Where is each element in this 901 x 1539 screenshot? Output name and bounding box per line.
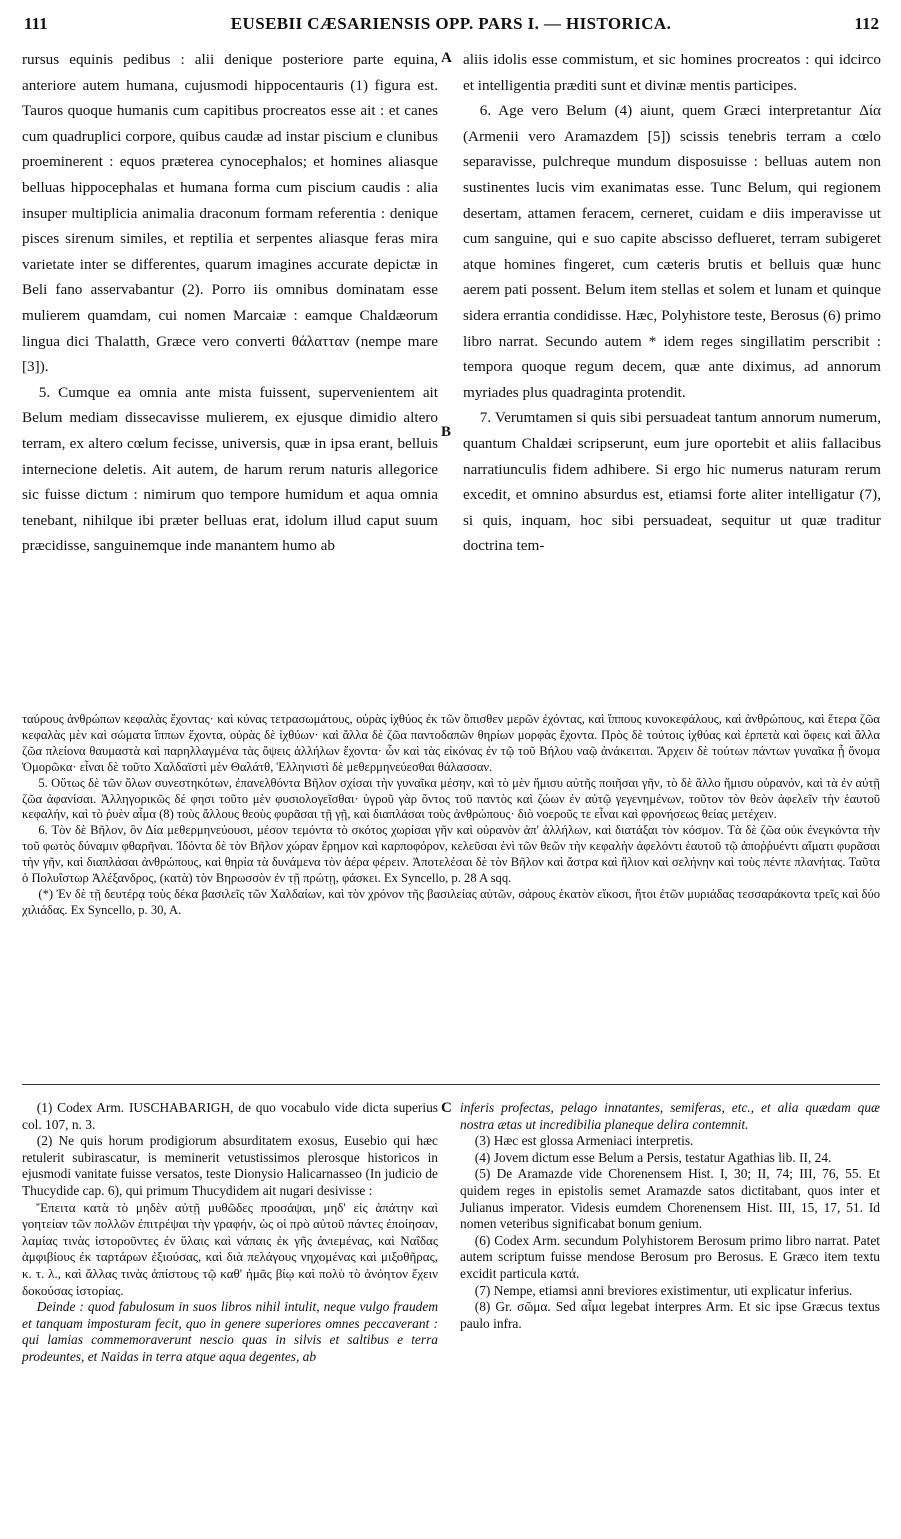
latin-paragraph: 5. Cumque ea omnia ante mista fuissent, supervenientem ait Belum mediam dissecavisse mulierem, ex ejusque dimidio altero terram, ex altero cœlum fecisse, universis, quæ in ipsa erant, belluis internecione deletis. Ait autem, de harum rerum naturis allegorice sic fuisse dictum : nimirum quo tempore humidum et aqua omnia tenebant, nihilque ibi præter belluas erat, idolum illud caput suum præcidisse, sanguinemque inde manantem humo ab <box>22 383 438 555</box>
page-number-right: 112 <box>854 14 879 33</box>
greek-text-block <box>22 712 880 919</box>
running-title: EUSEBII CÆSARIENSIS OPP. PARS I. — HISTORICA. <box>230 14 672 33</box>
footnotes-right <box>460 1100 880 1332</box>
footnotes-left <box>22 1100 438 1366</box>
latin-column-left <box>22 47 438 559</box>
footnote-divider <box>22 1084 880 1085</box>
footnote-greek-quote: Ἔπειτα κατὰ τὸ μηδὲν αὐτῇ μυθῶδες προσάψαι, μηδ' εἰς ἀπάτην καὶ γοητείαν τῶν πολλῶν ἐπιτρέψαι τὴν γραφήν, ὡς οἱ πρὸ αὐτοῦ πάντες ἐποίησαν, λαμίας τινὰς ἱστοροῦντες ἐν ὕλαις καὶ νάπαις ἐκ γῆς ἀνιεμένας, καὶ Ναΐδας ἀμφιβίους ἐκ ταρτάρων ἐξιούσας, καὶ διὰ πελάγους νηχομένας καὶ μιξοθῆρας, κ. τ. λ., καὶ ἄλλας τινὰς ἀπίστους τῷ καθ' ἡμᾶς βίῳ καὶ πολὺ τὸ ἀνόητον ἔχειν δοκούσας ἱστορίας. <box>22 1199 438 1298</box>
greek-paragraph: 6. Τὸν δὲ Βῆλον, ὃν Δία μεθερμηνεύουσι, μέσον τεμόντα τὸ σκότος χωρίσαι γῆν καὶ οὐρανὸν ἀπ' ἀλλήλων, καὶ διατάξαι τὸν κόσμον. Τὰ δὲ ζῶα οὐκ ἐνεγκόντα τὴν τοῦ φωτὸς δύναμιν φθαρῆναι. Ἰδόντα δὲ τὸν Βῆλον χώραν ἔρημον καὶ καρποφόρον, κελεῦσαι ἑνὶ τῶν θεῶν τὴν κεφαλὴν ἀφελόντι ἑαυτοῦ τῷ ἀποῤῥυέντι αἵματι φυρᾶσαι τὴν γῆν, καὶ διαπλάσαι ἀνθρώπους, καὶ θηρία τὰ δυνάμενα τὸν ἀέρα φέρειν. Ἀποτελέσαι δὲ τὸν Βῆλον καὶ ἄστρα καὶ ἥλιον καὶ σελήνην καὶ τοὺς πέντε πλανήτας. Ταῦτα ὁ Πολυΐστωρ Ἀλέξανδρος, (κατὰ) τὸν Βηρωσσὸν ἐν τῇ πρώτῃ, φάσκει. Ex Syncello, p. 28 A sqq. <box>22 823 880 886</box>
latin-paragraph: rursus equinis pedibus : alii denique posteriore parte equina, anteriore autem humana, cujusmodi hippocentauris (1) figura est. Tauros quoque humanis cum capitibus procreatos esse ait : et canes cum quadruplici corpore, quibus caudæ ad instar piscium e clunibus proeminerent : equos præterea cynocephalos; et homines aliasque belluas hippocephalas et humana forma cum piscium caudis : alia insuper multiplicia animalia draconum formam referentia : denique pisces sirenum similes, et reptilia et serpentes aliasque feras mira varietate inter se differentes, quarum imagines accurate depictæ in Beli fano asservabantur (2). Porro iis omnibus dominatam esse mulierem quamdam, cui nomen Marcaiæ : eamque Chaldæorum lingua dici Thalatth, Græce vero converti θάλατταν (nempe mare [3]). <box>22 51 438 376</box>
footnote: (1) Codex Arm. IUSCHABARIGH, de quo vocabulo vide dicta superius col. 107, n. 3. <box>22 1100 438 1132</box>
latin-paragraph: 7. Verumtamen si quis sibi persuadeat tantum annorum numerum, quantum Chaldæi scripserunt, eum jure oportebit et aliis fallacibus narratiunculis fidem adhibere. Si ergo hic numerus naturam rerum excedit, et omnino absurdus est, etiamsi forte aliter intelligatur (7), si quis, inquam, hoc sibi persuadeat, sequitur ut quæ traditur doctrina tem- <box>463 409 881 555</box>
greek-paragraph: 5. Οὕτως δὲ τῶν ὅλων συνεστηκότων, ἐπανελθόντα Βῆλον σχίσαι τὴν γυναῖκα μέσην, καὶ τὸ μὲν ἥμισυ αὐτῆς ποιῆσαι γῆν, τὸ δὲ ἄλλο ἥμισυ οὐρανόν, καὶ τὰ ἐν αὐτῇ ζῶα ἀφανίσαι. Ἀλληγορικῶς δέ φησι τοῦτο μὲν φυσιολογεῖσθαι· ὑγροῦ γὰρ ὄντος τοῦ παντὸς καὶ ζώων ἐν αὐτῷ γεγενημένων, τοῦτον τὸν θεὸν ἀφελεῖν τὴν ἑαυτοῦ κεφαλήν, καὶ τὸ ῥυὲν αἷμα (8) τοὺς ἄλλους θεοὺς φυρᾶσαι τῇ γῇ, καὶ διαπλάσαι τοὺς ἀνθρώπους· διὸ νοεροῦς τε εἶναι καὶ φρονήσεως θείας μετέχειν. <box>22 775 880 822</box>
latin-paragraph: 6. Age vero Belum (4) aiunt, quem Græci interpretantur Δία (Armenii vero Aramazdem [5]) scissis tenebris terram a cœlo separavisse, pulchreque mundum disposuisse : belluas autem non sustinentes lucis vim exanimatas esse. Tunc Belum, qui regionem desertam, attamen feracem, cerneret, cuidam e diis imperavisse ut cum sanguine, qui e suo capite abscisso deflueret, terram subigeret atque homines fingeret, cum cæteris brutis et belluis quæ hunc aerem pati possent. Belum item stellas et solem et lunam et quinque sidera errantia condidisse. Hæc, Polyhistore teste, Berosus (6) primo libro narrat. Secundo autem * idem reges singillatim perscribit : tempora quoque regum decem, quæ ante diximus, ad annorum myriades plus quadraginta protendit. <box>463 102 881 401</box>
latin-paragraph: aliis idolis esse commistum, et sic homines procreatos : qui idcirco et intelligentia præditi sunt et divinæ mentis participes. <box>463 51 881 94</box>
footnote: Deinde : quod fabulosum in suos libros nihil intulit, neque vulgo fraudem et tanquam imposturam fecit, quo in genere superiores omnes peccaverant : qui lamias commemoraverunt nescio quas in silvis et saltibus e terra prodeuntes, et Naidas in terra atque aqua degentes, ab <box>22 1299 438 1364</box>
footnote: (4) Jovem dictum esse Belum a Persis, testatur Agathias lib. II, 24. <box>474 1149 832 1165</box>
footnote: (8) Gr. σῶμα. Sed αἷμα legebat interpres Arm. Et sic ipse Græcus textus paulo infra. <box>460 1299 880 1331</box>
footnote: (5) De Aramazde vide Chorenensem Hist. I, 30; II, 74; III, 76, 55. Et quidem reges in epistolis semet Aramazde satos dictitabant, quos inter et Julianus imperator. Videsis eumdem Chorenensem Hist. III, 15, 17, 51. Id nomen veteribus significabat bonum genium. <box>460 1166 880 1232</box>
page-number-left: 111 <box>24 14 48 33</box>
footnote: (3) Hæc est glossa Armeniaci interpretis. <box>474 1133 694 1149</box>
margin-marker-c: C <box>441 1100 452 1116</box>
footnote: inferis profectas, pelago innatantes, semiferas, etc., et alia quædam quæ nostra ætas ut incredibilia planeque delira contemnit. <box>460 1100 880 1132</box>
greek-paragraph: ταύρους ἀνθρώπων κεφαλὰς ἔχοντας· καὶ κύνας τετρασωμάτους, οὐρὰς ἰχθύος ἐκ τῶν ὄπισθεν μερῶν ἐχόντας, καὶ ἵππους κυνοκεφάλους, καὶ ἀνθρώπους, καὶ ἕτερα ζῶα κεφαλὰς μὲν καὶ σώματα ἵππων ἔχοντα, οὐρὰς δὲ ἰχθύων· καὶ ἄλλα δὲ ζῶα παντοδαπῶν θηρίων μορφὰς ἔχοντα. Πρὸς δὲ τούτοις ἰχθύας καὶ ἑρπετὰ καὶ ὄφεις καὶ ἄλλα ζῶα πλείονα θαυμαστὰ καὶ παρηλλαγμένα τὰς ὄψεις ἀλλήλων ἔχοντα· ὧν καὶ τὰς εἰκόνας ἐν τῷ τοῦ Βήλου ναῷ ἀνάκειται. Ἄρχειν δὲ τούτων πάντων γυναῖκα ᾗ ὄνομα Ὁμορῶκα· εἶναι δὲ τοῦτο Χαλδαϊστὶ μὲν Θαλάτθ, Ἑλληνιστὶ δὲ μεθερμηνεύεσθαι θάλασσαν. <box>22 712 880 774</box>
footnote: (7) Nempe, etiamsi anni breviores existimentur, uti explicatur inferius. <box>474 1282 853 1298</box>
margin-marker-a: A <box>441 50 452 66</box>
margin-marker-b: B <box>441 424 452 440</box>
footnote: (2) Ne quis horum prodigiorum absurditatem exosus, Eusebio qui hæc retulerit subirascatur, is meminerit vetustissimos plerosque historicos in ejusmodi vanitate fuisse versatos, teste Dionysio Halicarnasseo (In judicio de Thucydide cap. 6), qui primum Thucydidem ait nugari desivisse : <box>22 1133 438 1198</box>
latin-column-right <box>463 47 881 559</box>
footnote: (6) Codex Arm. secundum Polyhistorem Berosum primo libro narrat. Patet autem scriptum fuisse mendose Berosum pro Berosus. E Græco item textu excidit particula κατά. <box>460 1232 880 1281</box>
greek-paragraph: (*) Ἐν δὲ τῇ δευτέρᾳ τοὺς δέκα βασιλεῖς τῶν Χαλδαίων, καὶ τὸν χρόνον τῆς βασιλείας αὐτῶν, σάρους ἑκατὸν εἴκοσι, ἤτοι ἐτῶν μυριάδας τεσσαράκοντα τρεῖς καὶ δύο χιλιάδας. Ex Syncello, p. 30, A. <box>22 886 880 917</box>
running-header <box>24 14 879 40</box>
